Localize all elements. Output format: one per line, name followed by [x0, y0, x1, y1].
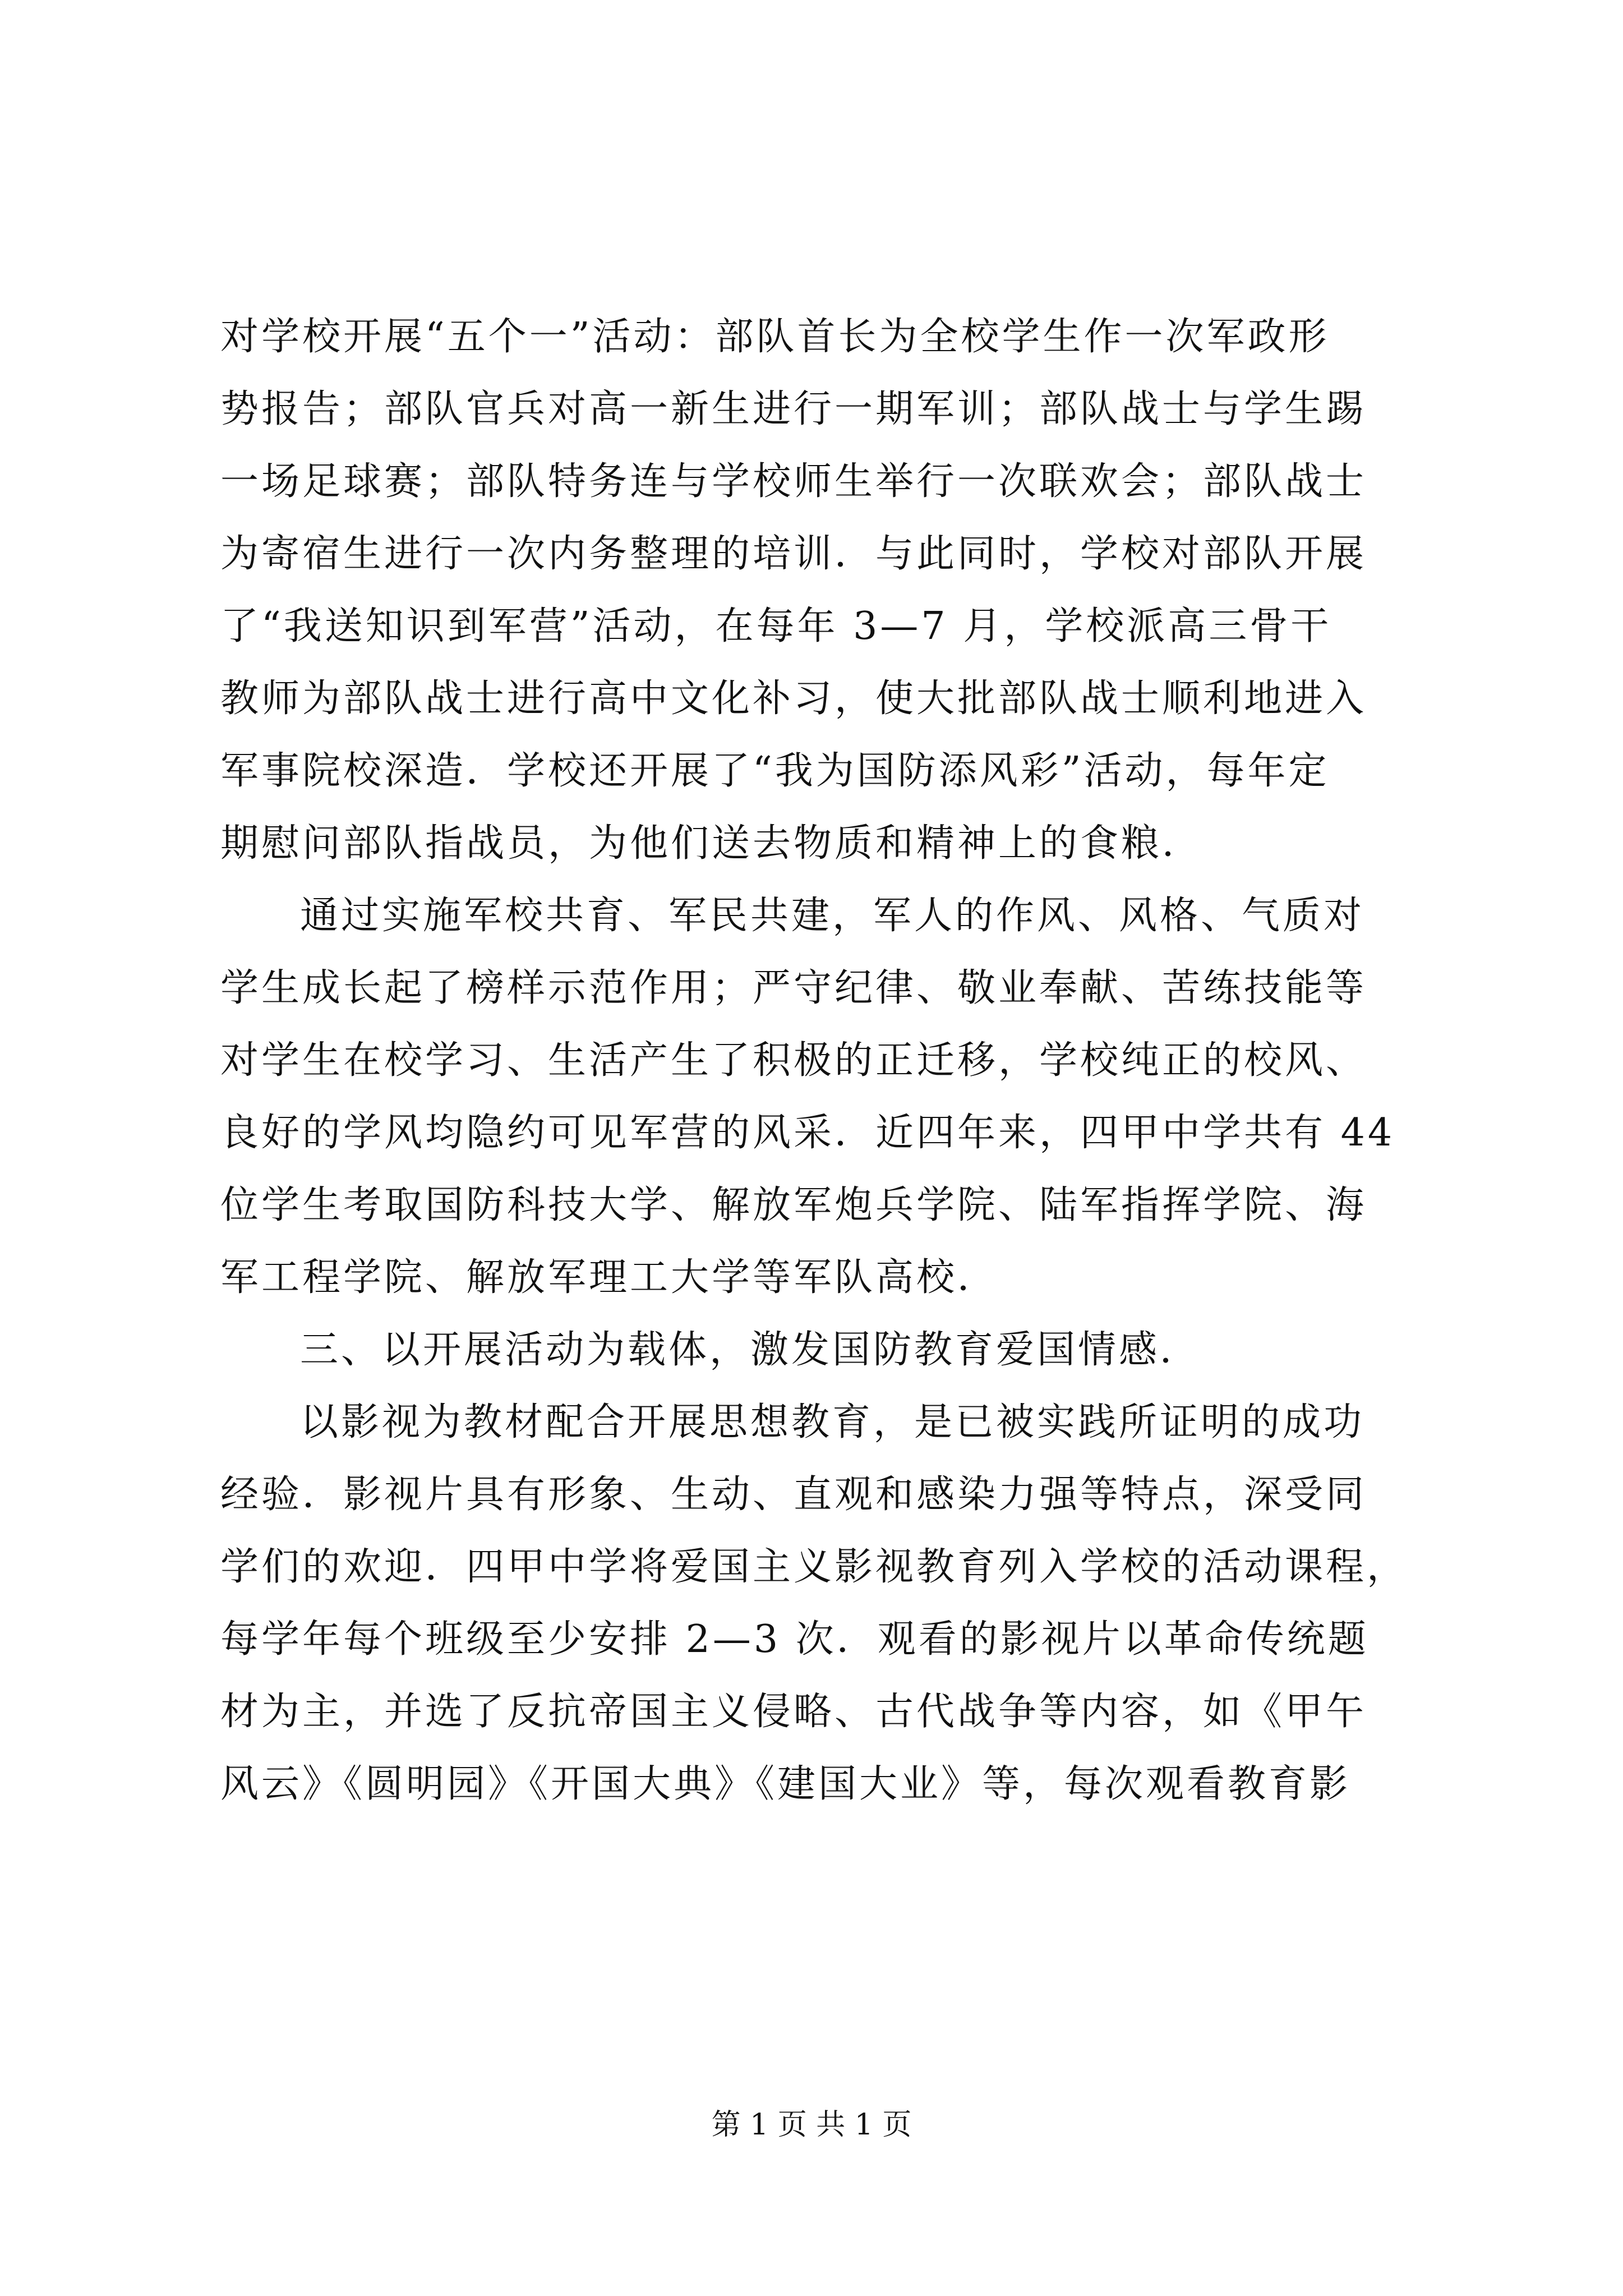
text-line: 教师为部队战士进行高中文化补习，使大批部队战士顺利地进入 [220, 677, 1367, 721]
text-line: 势报告；部队官兵对高一新生进行一期军训；部队战士与学生踢 [220, 387, 1367, 431]
text-line: 为寄宿生进行一次内务整理的培训．与此同时，学校对部队开展 [220, 532, 1367, 576]
body-text [220, 301, 1409, 1820]
paragraph-start-line: 以影视为教材配合开展思想教育，是已被实践所证明的成功 [300, 1400, 1365, 1444]
text-line: 风云》《圆明园》《开国大典》《建国大业》等，每次观看教育影 [220, 1762, 1351, 1806]
text-line: 军事院校深造．学校还开展了“我为国防添风彩”活动，每年定 [220, 749, 1330, 793]
text-line: 位学生考取国防科技大学、解放军炮兵学院、陆军指挥学院、海 [220, 1183, 1367, 1227]
text-line: 军工程学院、解放军理工大学等军队高校． [220, 1255, 999, 1300]
section-heading: 三、以开展活动为载体，激发国防教育爱国情感． [300, 1328, 1201, 1372]
text-line: 一场足球赛；部队特务连与学校师生举行一次联欢会；部队战士 [220, 459, 1367, 504]
page-footer [0, 2101, 1623, 2143]
text-line: 每学年每个班级至少安排 2—3 次．观看的影视片以革命传统题 [220, 1617, 1369, 1662]
text-line: 良好的学风均隐约可见军营的风采．近四年来，四甲中学共有 44 [220, 1111, 1395, 1155]
paragraph-start-line: 通过实施军校共育、军民共建，军人的作风、风格、气质对 [300, 894, 1365, 938]
text-line: 对学生在校学习、生活产生了积极的正迁移，学校纯正的校风、 [220, 1038, 1367, 1083]
text-line: 学们的欢迎．四甲中学将爱国主义影视教育列入学校的活动课程， [220, 1545, 1408, 1589]
page-number-label: 第 1 页 共 1 页 [711, 2108, 912, 2142]
text-line: 经验．影视片具有形象、生动、直观和感染力强等特点，深受同 [220, 1473, 1367, 1517]
text-line: 学生成长起了榜样示范作用；严守纪律、敬业奉献、苦练技能等 [220, 966, 1367, 1010]
text-line: 期慰问部队指战员，为他们送去物质和精神上的食粮． [220, 821, 1204, 866]
text-line: 对学校开展“五个一”活动：部队首长为全校学生作一次军政形 [220, 315, 1330, 359]
text-line: 材为主，并选了反抗帝国主义侵略、古代战争等内容，如《甲午 [220, 1690, 1367, 1734]
text-line: 了“我送知识到军营”活动，在每年 3—7 月，学校派高三骨干 [220, 604, 1332, 648]
